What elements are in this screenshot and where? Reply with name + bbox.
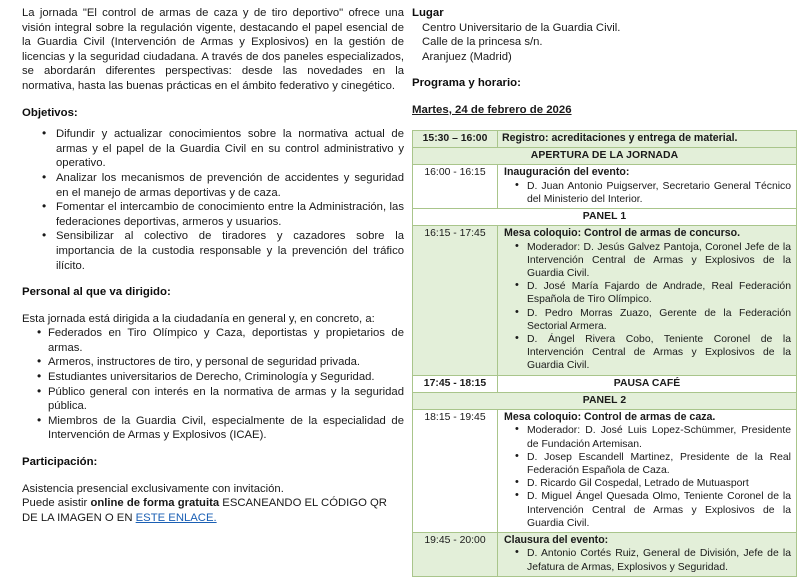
spacer (412, 91, 786, 103)
participacion-text-b: ESCANEANDO EL CÓDIGO QR DE LA IMAGEN O EN (22, 497, 387, 524)
objetivos-list (22, 127, 404, 273)
personal-heading: Personal al que va dirigido: (22, 286, 171, 299)
table-row (413, 208, 797, 225)
list-item: • Estudiantes universitarios de Derecho, Criminología y Seguridad. (48, 370, 404, 385)
list-item: • Miembros de la Guardia Civil, especialmente de la especialidad de Intervención de Armas y Explosivos (ICAE). (48, 414, 404, 443)
spacer (22, 94, 404, 106)
schedule-speaker-list (501, 180, 793, 206)
spacer (22, 470, 404, 482)
schedule-time-cell: 16:00 - 16:15 (413, 165, 498, 209)
table-row (413, 130, 797, 147)
schedule-desc-cell (498, 130, 797, 147)
spacer (22, 443, 404, 455)
fecha-jornada: Martes, 24 de febrero de 2026 (412, 103, 572, 116)
spacer (22, 273, 404, 285)
schedule-time-cell: 18:15 - 19:45 (413, 410, 498, 533)
schedule-speaker-list (501, 241, 793, 373)
schedule-time-cell: 16:15 - 17:45 (413, 226, 498, 375)
right-column (412, 6, 791, 577)
list-item: • Analizar los mecanismos de prevención de accidentes y seguridad en el manejo de armas deportivas y de caza. (56, 171, 404, 200)
list-item: • D. Juan Antonio Puigserver, Secretario General Técnico del Ministerio del Interior. (527, 180, 791, 206)
schedule-speaker-list (501, 547, 793, 573)
table-row (413, 392, 797, 409)
list-item: • D. Miguel Ángel Quesada Olmo, Teniente Coronel de la Intervención Central de Armas y Explosivos de la Guardia Civil. (527, 490, 791, 530)
schedule-time-cell: 17:45 - 18:15 (413, 375, 498, 392)
list-item: • Federados en Tiro Olímpico y Caza, deportistas y propietarios de armas. (48, 326, 404, 355)
lugar-heading: Lugar (412, 7, 444, 19)
schedule-desc-cell (498, 165, 797, 209)
este-enlace-link[interactable]: ESTE ENLACE. (135, 511, 217, 524)
schedule-table-body (413, 130, 797, 576)
programa-heading: Programa y horario: (412, 77, 521, 90)
list-item: • Moderador: D. Jesús Galvez Pantoja, Coronel Jefe de la Intervención Central de Armas y Explosivos de la Guardia Civil. (527, 241, 791, 281)
lugar-line-3: Aranjuez (Madrid) (422, 50, 512, 63)
spacer (22, 120, 404, 127)
left-column (22, 6, 404, 525)
list-item: • Armeros, instructores de tiro, y personal de seguridad privada. (48, 355, 404, 370)
schedule-entry-title: Inauguración del evento: (504, 166, 630, 179)
schedule-section-header: APERTURA DE LA JORNADA (413, 147, 797, 164)
schedule-time-cell: 15:30 – 16:00 (413, 130, 498, 147)
intro-paragraph: La jornada "El control de armas de caza y de tiro deportivo" ofrece una visión integral sobre la regulación vigente, destacando el papel esencial de la Guardia Civil (Intervención de Armas y Explosivos) en la gestión de licencias y la seguridad ciudadana. A través de dos paneles especializados, se abordarán diferentes perspectivas: desde las novedades en la normativa, hasta las buenas prácticas en el ámbito federativo y cinegético. (22, 7, 404, 92)
participacion-line-2 (22, 496, 404, 525)
schedule-desc-cell (498, 226, 797, 375)
list-item: • D. Josep Escandell Martinez, Presidente de la Real Federación Española de Caza. (527, 451, 791, 477)
schedule-entry-title: Registro: acreditaciones y entrega de material. (502, 131, 738, 144)
schedule-entry-title: Mesa coloquio: Control de armas de concurso. (504, 227, 741, 240)
objetivos-heading: Objetivos: (22, 106, 78, 119)
list-item: • D. Ricardo Gil Cospedal, Letrado de Mutuasport (527, 477, 791, 490)
table-row (413, 226, 797, 375)
personal-list (22, 326, 404, 443)
list-item: • Sensibilizar al colectivo de tiradores y cazadores sobre la importancia de la custodia responsable y la prevención del tráfico ilícito. (56, 229, 404, 273)
list-item: • D. Ángel Rivera Cobo, Teniente Coronel de la Intervención Central de Armas y Explosivos de la Guardia Civil. (527, 333, 791, 373)
list-item: • Moderador: D. José Luis Lopez-Schümmer, Presidente de Fundación Artemisan. (527, 424, 791, 450)
lugar-line-2: Calle de la princesa s/n. (422, 36, 543, 49)
table-row (413, 533, 797, 577)
participacion-heading: Participación: (22, 456, 98, 469)
personal-intro: Esta jornada está dirigida a la ciudadanía en general y, en concreto, a: (22, 312, 375, 325)
schedule-section-header: PANEL 1 (413, 208, 797, 225)
schedule-section-header: PANEL 2 (413, 392, 797, 409)
schedule-desc-cell (498, 410, 797, 533)
participacion-bold: online de forma gratuita (90, 497, 220, 510)
schedule-entry-title: Mesa coloquio: Control de armas de caza. (504, 411, 716, 424)
list-item: • Difundir y actualizar conocimientos sobre la normativa actual de armas y el papel de la Guardia Civil en su control administrativo y operativo. (56, 127, 404, 171)
schedule-speaker-list (501, 424, 793, 530)
participacion-line-1: Asistencia presencial exclusivamente con invitación. (22, 482, 284, 495)
table-row (413, 375, 797, 392)
participacion-text-a: Puede asistir (22, 497, 91, 510)
list-item: • D. José María Fajardo de Andrade, Real Federación Española de Tiro Olímpico. (527, 280, 791, 306)
list-item: • D. Pedro Morras Zuazo, Gerente de la Federación Sectorial Armera. (527, 307, 791, 333)
schedule-table (412, 130, 797, 577)
table-row (413, 147, 797, 164)
spacer (412, 118, 786, 130)
schedule-time-cell: 19:45 - 20:00 (413, 533, 498, 577)
lugar-line-1: Centro Universitario de la Guardia Civil. (422, 21, 621, 34)
list-item: • Fomentar el intercambio de conocimiento entre la Administración, las federaciones deportivas, armeros y usuarios. (56, 200, 404, 229)
table-row (413, 165, 797, 209)
list-item: • D. Antonio Cortés Ruiz, General de División, Jefe de la Jefatura de Armas, Explosivos y Seguridad. (527, 547, 791, 573)
schedule-desc-cell (498, 533, 797, 577)
list-item: • Público general con interés en la normativa de armas y la seguridad pública. (48, 385, 404, 414)
spacer (412, 64, 786, 76)
table-row (413, 410, 797, 533)
schedule-pausa-label: PAUSA CAFÉ (498, 375, 797, 392)
schedule-entry-title: Clausura del evento: (504, 534, 609, 547)
spacer (22, 300, 404, 312)
